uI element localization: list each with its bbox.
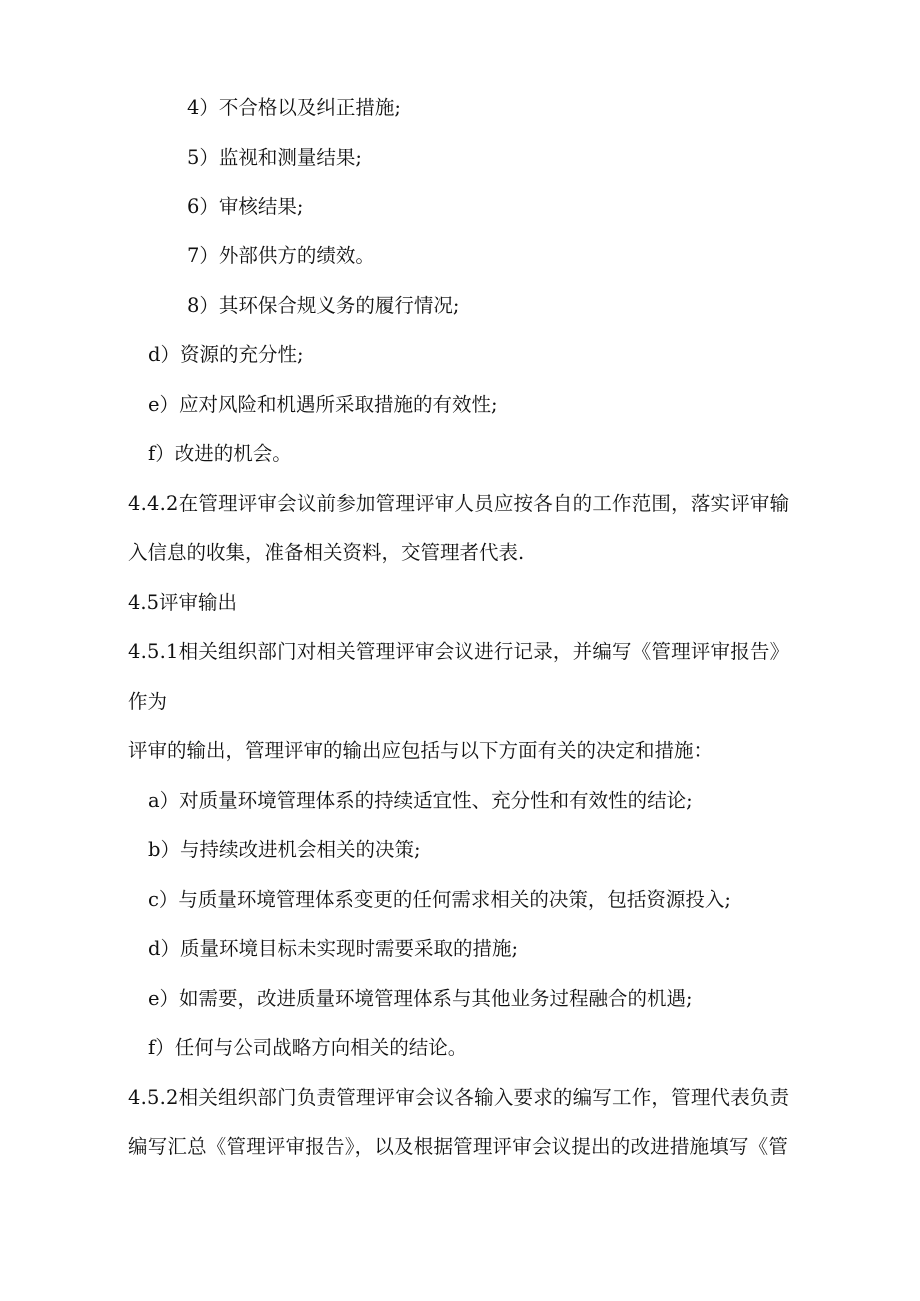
paragraph-4-5-2-line-1: 4.5.2相关组织部门负责管理评审会议各输入要求的编写工作，管理代表负责 — [128, 1086, 790, 1109]
list-item-e: e）应对风险和机遇所采取措施的有效性; — [148, 393, 498, 416]
output-item-e: e）如需要，改进质量环境管理体系与其他业务过程融合的机遇; — [148, 987, 693, 1010]
list-item-7: 7）外部供方的绩效。 — [187, 244, 375, 267]
list-item-6: 6）审核结果; — [187, 195, 304, 218]
paragraph-4-5-1-line-2: 作为 — [128, 690, 168, 713]
output-item-d: d）质量环境目标未实现时需要采取的措施; — [148, 937, 519, 960]
output-item-a: a）对质量环境管理体系的持续适宜性、充分性和有效性的结论; — [148, 789, 693, 812]
list-item-8: 8）其环保合规义务的履行情况; — [187, 294, 460, 317]
output-item-f: f）任何与公司战略方向相关的结论。 — [148, 1036, 468, 1059]
paragraph-4-5-2-line-2: 编写汇总《管理评审报告》，以及根据管理评审会议提出的改进措施填写《管 — [128, 1135, 789, 1158]
output-item-c: c）与质量环境管理体系变更的任何需求相关的决策，包括资源投入; — [148, 888, 731, 911]
section-heading-4-5: 4.5评审输出 — [128, 591, 238, 614]
paragraph-4-4-2-line-1: 4.4.2在管理评审会议前参加管理评审人员应按各自的工作范围，落实评审输 — [128, 492, 790, 515]
list-item-4: 4）不合格以及纠正措施; — [187, 96, 401, 119]
list-item-d: d）资源的充分性; — [148, 343, 304, 366]
paragraph-4-4-2-line-2: 入信息的收集，准备相关资料，交管理者代表. — [128, 541, 525, 564]
list-item-5: 5）监视和测量结果; — [187, 146, 362, 169]
list-item-f: f）改进的机会。 — [148, 442, 292, 465]
output-item-b: b）与持续改进机会相关的决策; — [148, 838, 421, 861]
paragraph-4-5-1-line-3: 评审的输出，管理评审的输出应包括与以下方面有关的决定和措施： — [128, 739, 714, 762]
paragraph-4-5-1-line-1: 4.5.1相关组织部门对相关管理评审会议进行记录，并编写《管理评审报告》 — [128, 640, 790, 663]
